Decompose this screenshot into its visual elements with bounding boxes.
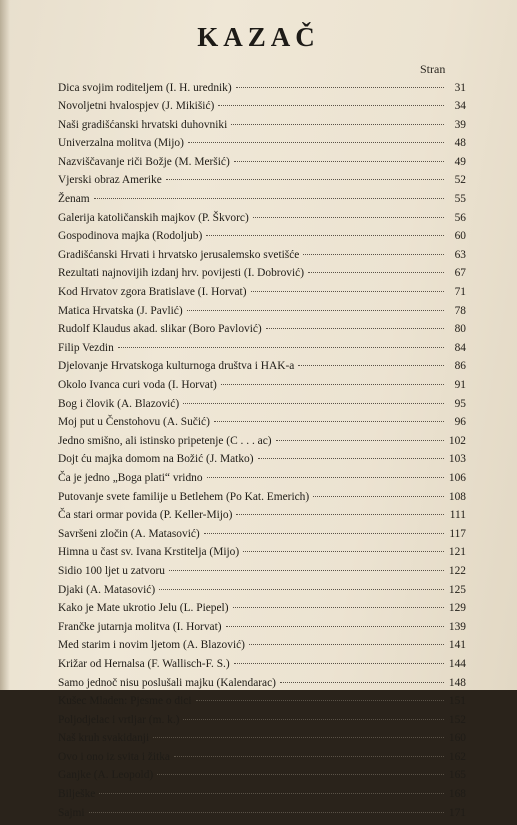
dot-leader — [159, 589, 444, 590]
toc-entry-title: Bilješke — [58, 788, 95, 800]
toc-entry — [58, 156, 466, 175]
toc-entry-title: Naš kruh svakidanji — [58, 732, 149, 744]
toc-entry-page: 168 — [448, 788, 466, 800]
dot-leader — [183, 403, 444, 404]
toc-entry-page: 31 — [448, 82, 466, 94]
dot-leader — [266, 328, 444, 329]
toc-entry — [58, 639, 466, 658]
toc-entry-title: Filip Vezdin — [58, 342, 114, 354]
toc-entry-page: 48 — [448, 137, 466, 149]
toc-entry — [58, 714, 466, 733]
toc-entry-page: 141 — [448, 639, 466, 651]
dot-leader — [249, 644, 444, 645]
toc-entry — [58, 379, 466, 398]
dot-leader — [253, 217, 444, 218]
toc-entry-page: 152 — [448, 714, 466, 726]
toc-entry-title: Ča stari ormar povida (P. Keller-Mijo) — [58, 509, 232, 521]
toc-entry-title: Djaki (A. Matasović) — [58, 584, 155, 596]
toc-entry-page: 129 — [448, 602, 466, 614]
toc-entry — [58, 82, 466, 101]
dot-leader — [204, 533, 444, 534]
dot-leader — [214, 421, 444, 422]
toc-entry — [58, 621, 466, 640]
toc-entry — [58, 119, 466, 138]
toc-entry-page: 96 — [448, 416, 466, 428]
toc-entry-page: 121 — [448, 546, 466, 558]
dot-leader — [169, 570, 444, 571]
toc-entry-title: Samo jednoč nisu poslušali majku (Kalendarac) — [58, 677, 276, 689]
toc-entry-title: Križar od Hernalsa (F. Wallisch-F. S.) — [58, 658, 230, 670]
toc-entry-title: Kušec Mladen: Pjesme o dici — [58, 695, 192, 707]
toc-entry-title: Gradišćanski Hrvati i hrvatsko jerusalemsko svetišće — [58, 249, 299, 261]
dot-leader — [183, 719, 444, 720]
dot-leader — [174, 756, 444, 757]
dot-leader — [206, 235, 444, 236]
dot-leader — [303, 254, 444, 255]
toc-entry-page: 91 — [448, 379, 466, 391]
toc-entry-page: 108 — [448, 491, 466, 503]
dot-leader — [166, 179, 444, 180]
toc-entry-page: 49 — [448, 156, 466, 168]
toc-entry-page: 78 — [448, 305, 466, 317]
page-title: KAZAČ — [0, 22, 517, 53]
toc-entry — [58, 565, 466, 584]
dot-leader — [153, 737, 444, 738]
toc-entry-page: 56 — [448, 212, 466, 224]
dot-leader — [221, 384, 444, 385]
toc-entry — [58, 602, 466, 621]
page-column-label: Stran — [420, 62, 445, 77]
dot-leader — [243, 551, 444, 552]
dot-leader — [258, 458, 445, 459]
dot-leader — [298, 365, 444, 366]
toc-entry — [58, 658, 466, 677]
toc-entry — [58, 546, 466, 565]
toc-entry-title: Rezultati najnovijih izdanj hrv. povijesti (I. Dobrović) — [58, 267, 304, 279]
toc-entry-title: Ganjke (A. Leopold) — [58, 769, 153, 781]
toc-entry-page: 165 — [448, 769, 466, 781]
toc-entry-page: 63 — [448, 249, 466, 261]
toc-entry-title: Univerzalna molitva (Mijo) — [58, 137, 184, 149]
toc-entry-title: Galerija katoličanskih majkov (P. Škvorc) — [58, 212, 249, 224]
toc-entry — [58, 286, 466, 305]
toc-entry-page: 84 — [448, 342, 466, 354]
toc-entry-title: Med starim i novim ljetom (A. Blazović) — [58, 639, 245, 651]
toc-entry-page: 67 — [448, 267, 466, 279]
dot-leader — [276, 440, 444, 441]
toc-entry — [58, 267, 466, 286]
toc-entry-title: Dica svojim roditeljem (I. H. urednik) — [58, 82, 232, 94]
toc-entry — [58, 100, 466, 119]
toc-entry-title: Sajmi — [58, 807, 85, 819]
toc-entry — [58, 528, 466, 547]
toc-entry-title: Putovanje svete familije u Betlehem (Po Kat. Emerich) — [58, 491, 309, 503]
dot-leader — [236, 514, 444, 515]
toc-entry — [58, 398, 466, 417]
toc-entry-page: 122 — [448, 565, 466, 577]
toc-entry-page: 106 — [448, 472, 466, 484]
toc-entry-title: Ovo i ono iz svita i žitka — [58, 751, 170, 763]
dot-leader — [233, 607, 445, 608]
toc-entry-title: Ča je jedno „Boga plati“ vridno — [58, 472, 203, 484]
toc-entry-title: Ženam — [58, 193, 90, 205]
dot-leader — [196, 700, 445, 701]
toc-entry — [58, 788, 466, 807]
toc-entry-title: Vjerski obraz Amerike — [58, 174, 162, 186]
dot-leader — [207, 477, 444, 478]
dot-leader — [234, 663, 444, 664]
toc-entry-page: 80 — [448, 323, 466, 335]
toc-entry-page: 95 — [448, 398, 466, 410]
dot-leader — [226, 626, 444, 627]
toc-entry-title: Poljodjelac i vrtljar (m. k.) — [58, 714, 179, 726]
toc-entry — [58, 491, 466, 510]
dot-leader — [308, 272, 444, 273]
toc-entry-title: Kako je Mate ukrotio Jelu (L. Piepel) — [58, 602, 229, 614]
toc-entry — [58, 677, 466, 696]
toc-entry-title: Frančke jutarnja molitva (I. Horvat) — [58, 621, 222, 633]
toc-entry-title: Savršeni zločin (A. Matasović) — [58, 528, 200, 540]
dot-leader — [218, 105, 444, 106]
toc-entry-page: 86 — [448, 360, 466, 372]
toc-entry-page: 111 — [448, 509, 466, 521]
toc-entry — [58, 807, 466, 825]
toc-entry — [58, 769, 466, 788]
toc-entry — [58, 305, 466, 324]
toc-entry-title: Djelovanje Hrvatskoga kulturnoga društva i HAK-a — [58, 360, 294, 372]
dot-leader — [187, 310, 444, 311]
dot-leader — [94, 198, 444, 199]
toc-entry — [58, 732, 466, 751]
toc-entry-page: 162 — [448, 751, 466, 763]
dot-leader — [313, 496, 444, 497]
toc-entry — [58, 453, 466, 472]
toc-entry-title: Matica Hrvatska (J. Pavlić) — [58, 305, 183, 317]
toc-entry — [58, 584, 466, 603]
dot-leader — [280, 682, 444, 683]
toc-entry — [58, 193, 466, 212]
toc-entry-title: Rudolf Klaudus akad. slikar (Boro Pavlović) — [58, 323, 262, 335]
toc-entry-title: Kod Hrvatov zgora Bratislave (I. Horvat) — [58, 286, 247, 298]
toc-entry-title: Nazviščavanje riči Božje (M. Meršić) — [58, 156, 230, 168]
dot-leader — [251, 291, 444, 292]
toc-entry-page: 171 — [448, 807, 466, 819]
toc-entry-title: Himna u čast sv. Ivana Krstitelja (Mijo) — [58, 546, 239, 558]
toc-entry — [58, 212, 466, 231]
toc-entry-page: 151 — [448, 695, 466, 707]
toc-entry — [58, 751, 466, 770]
toc-entry-title: Naši gradišćanski hrvatski duhovniki — [58, 119, 227, 131]
page-gutter-shadow — [0, 0, 10, 690]
toc-entry — [58, 360, 466, 379]
toc-entry — [58, 137, 466, 156]
toc-entry — [58, 342, 466, 361]
toc-entry-page: 55 — [448, 193, 466, 205]
toc-entry-title: Gospodinova majka (Rodoljub) — [58, 230, 202, 242]
dot-leader — [188, 142, 444, 143]
toc-entry-title: Okolo Ivanca curi voda (I. Horvat) — [58, 379, 217, 391]
toc-entry-page: 39 — [448, 119, 466, 131]
toc-entry-page: 125 — [448, 584, 466, 596]
dot-leader — [234, 161, 444, 162]
dot-leader — [99, 793, 444, 794]
toc-entry-page: 139 — [448, 621, 466, 633]
toc-entry — [58, 323, 466, 342]
dot-leader — [89, 812, 444, 813]
dot-leader — [118, 347, 444, 348]
dot-leader — [231, 124, 444, 125]
toc-entry-page: 148 — [448, 677, 466, 689]
toc-entry-title: Sidio 100 ljet u zatvoru — [58, 565, 165, 577]
toc-entry-page: 60 — [448, 230, 466, 242]
toc-entry — [58, 174, 466, 193]
toc-entry-title: Moj put u Čenstohovu (A. Sučić) — [58, 416, 210, 428]
toc-entry — [58, 509, 466, 528]
toc-entry-page: 160 — [448, 732, 466, 744]
table-of-contents — [58, 82, 466, 825]
toc-entry-title: Novoljetni hvalospjev (J. Mikišić) — [58, 100, 214, 112]
toc-entry-title: Dojt ću majka domom na Božić (J. Matko) — [58, 453, 254, 465]
toc-entry — [58, 249, 466, 268]
toc-entry-page: 71 — [448, 286, 466, 298]
toc-entry-title: Bog i človik (A. Blazović) — [58, 398, 179, 410]
toc-entry — [58, 416, 466, 435]
toc-entry-page: 102 — [448, 435, 466, 447]
toc-entry — [58, 230, 466, 249]
toc-entry-page: 52 — [448, 174, 466, 186]
toc-entry-page: 103 — [448, 453, 466, 465]
toc-entry-page: 144 — [448, 658, 466, 670]
dot-leader — [157, 774, 444, 775]
toc-entry-page: 34 — [448, 100, 466, 112]
toc-entry — [58, 695, 466, 714]
toc-entry-page: 117 — [448, 528, 466, 540]
toc-entry-title: Jedno smišno, ali istinsko pripetenje (C . . . ac) — [58, 435, 272, 447]
toc-entry — [58, 435, 466, 454]
toc-entry — [58, 472, 466, 491]
dot-leader — [236, 87, 444, 88]
